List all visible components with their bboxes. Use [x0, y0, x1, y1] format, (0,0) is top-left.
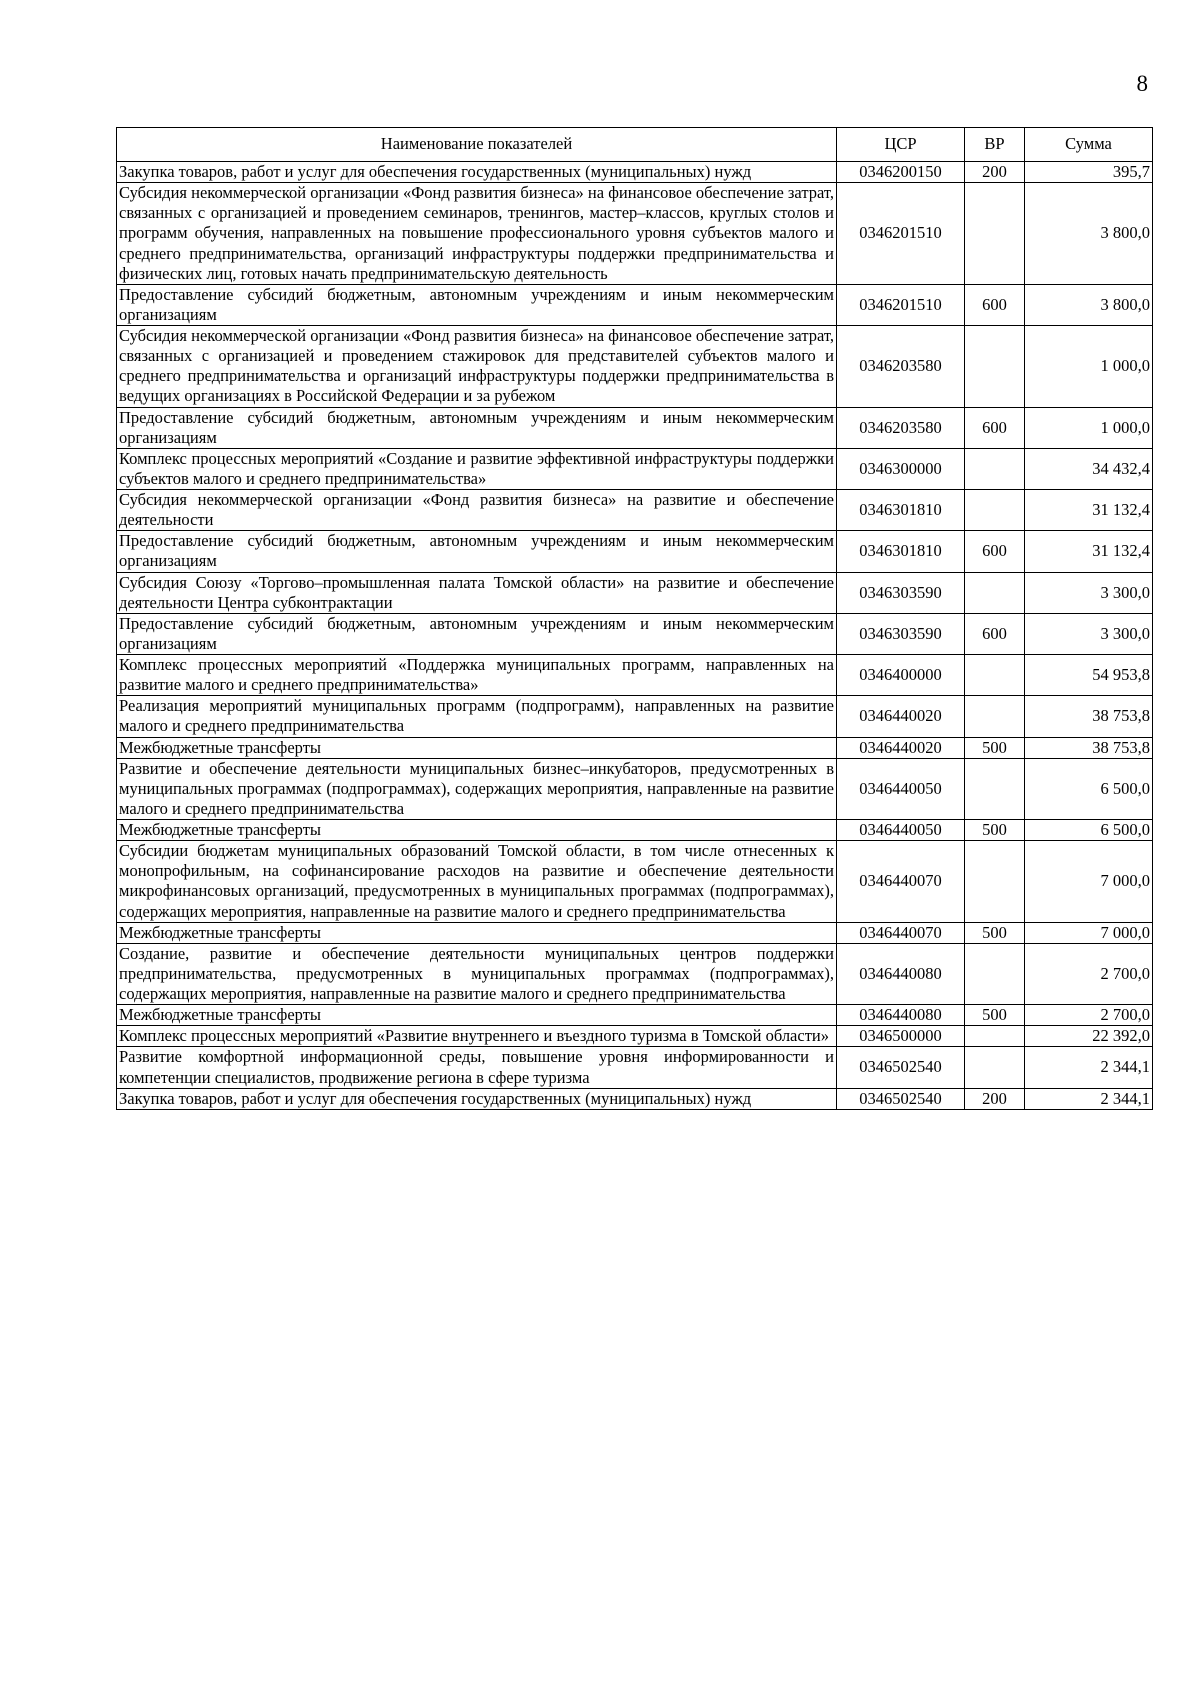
cell-vr: 200	[965, 1088, 1025, 1109]
cell-vr: 600	[965, 613, 1025, 654]
table-row	[117, 572, 1153, 613]
cell-name: Развитие и обеспечение деятельности муниципальных бизнес–инкубаторов, предусмотренных в муниципальных программах (подпрограммах), содержащих мероприятия, направленные на развитие малого и среднего предпринимательства	[117, 758, 837, 819]
cell-sum: 38 753,8	[1025, 737, 1153, 758]
cell-name: Межбюджетные трансферты	[117, 820, 837, 841]
table-row	[117, 758, 1153, 819]
cell-sum: 34 432,4	[1025, 448, 1153, 489]
cell-sum: 2 344,1	[1025, 1047, 1153, 1088]
cell-csr: 0346400000	[837, 655, 965, 696]
cell-sum: 31 132,4	[1025, 490, 1153, 531]
cell-name: Субсидия некоммерческой организации «Фонд развития бизнеса» на развитие и обеспечение деятельности	[117, 490, 837, 531]
cell-csr: 0346203580	[837, 407, 965, 448]
table-row	[117, 531, 1153, 572]
cell-csr: 0346440020	[837, 737, 965, 758]
cell-vr	[965, 572, 1025, 613]
cell-vr	[965, 183, 1025, 285]
cell-sum: 2 344,1	[1025, 1088, 1153, 1109]
cell-csr: 0346201510	[837, 284, 965, 325]
table-row	[117, 820, 1153, 841]
cell-csr: 0346440070	[837, 841, 965, 923]
cell-name: Межбюджетные трансферты	[117, 737, 837, 758]
table-row	[117, 696, 1153, 737]
cell-sum: 3 800,0	[1025, 284, 1153, 325]
cell-vr	[965, 943, 1025, 1004]
table-row	[117, 162, 1153, 183]
cell-vr	[965, 448, 1025, 489]
cell-name: Предоставление субсидий бюджетным, автономным учреждениям и иным некоммерческим организациям	[117, 613, 837, 654]
cell-sum: 7 000,0	[1025, 922, 1153, 943]
table-row	[117, 183, 1153, 285]
cell-name: Предоставление субсидий бюджетным, автономным учреждениям и иным некоммерческим организациям	[117, 407, 837, 448]
table-row	[117, 613, 1153, 654]
cell-sum: 31 132,4	[1025, 531, 1153, 572]
cell-name: Закупка товаров, работ и услуг для обеспечения государственных (муниципальных) нужд	[117, 162, 837, 183]
header-sum: Сумма	[1025, 128, 1153, 162]
cell-sum: 6 500,0	[1025, 820, 1153, 841]
table-row	[117, 655, 1153, 696]
cell-csr: 0346500000	[837, 1026, 965, 1047]
cell-name: Субсидии бюджетам муниципальных образований Томской области, в том числе отнесенных к монопрофильным, на софинансирование расходов на развитие и обеспечение деятельности микрофинансовых организаций, предусмотренных в муниципальных программах (подпрограммах), содержащих мероприятия, направленные на развитие малого и среднего предпринимательства	[117, 841, 837, 923]
cell-vr	[965, 841, 1025, 923]
cell-sum: 7 000,0	[1025, 841, 1153, 923]
cell-vr: 600	[965, 284, 1025, 325]
cell-name: Межбюджетные трансферты	[117, 1005, 837, 1026]
cell-vr	[965, 1026, 1025, 1047]
cell-sum: 22 392,0	[1025, 1026, 1153, 1047]
table-row	[117, 1047, 1153, 1088]
table-row	[117, 326, 1153, 408]
cell-vr	[965, 696, 1025, 737]
cell-sum: 1 000,0	[1025, 407, 1153, 448]
cell-csr: 0346301810	[837, 531, 965, 572]
cell-csr: 0346440020	[837, 696, 965, 737]
table-row	[117, 1088, 1153, 1109]
cell-vr	[965, 758, 1025, 819]
cell-csr: 0346440070	[837, 922, 965, 943]
cell-name: Предоставление субсидий бюджетным, автономным учреждениям и иным некоммерческим организациям	[117, 284, 837, 325]
cell-sum: 3 800,0	[1025, 183, 1153, 285]
cell-csr: 0346303590	[837, 572, 965, 613]
cell-name: Комплекс процессных мероприятий «Развитие внутреннего и въездного туризма в Томской области»	[117, 1026, 837, 1047]
cell-csr: 0346303590	[837, 613, 965, 654]
cell-vr	[965, 655, 1025, 696]
page-number: 8	[1136, 71, 1148, 96]
cell-vr: 600	[965, 531, 1025, 572]
cell-sum: 3 300,0	[1025, 572, 1153, 613]
cell-vr	[965, 326, 1025, 408]
table-row	[117, 490, 1153, 531]
cell-name: Субсидия Союзу «Торгово–промышленная палата Томской области» на развитие и обеспечение деятельности Центра субконтрактации	[117, 572, 837, 613]
cell-sum: 3 300,0	[1025, 613, 1153, 654]
cell-name: Субсидия некоммерческой организации «Фонд развития бизнеса» на финансовое обеспечение затрат, связанных с организацией и проведением стажировок для представителей субъектов малого и среднего предпринимательства и организаций инфраструктуры поддержки предпринимательства в ведущих организациях в Российской Федерации и за рубежом	[117, 326, 837, 408]
cell-vr: 500	[965, 922, 1025, 943]
cell-csr: 0346201510	[837, 183, 965, 285]
cell-name: Субсидия некоммерческой организации «Фонд развития бизнеса» на финансовое обеспечение затрат, связанных с организацией и проведением семинаров, тренингов, мастер–классов, круглых столов и программ обучения, направленных на повышение профессионального уровня субъектов малого и среднего предпринимательства, организаций инфраструктуры поддержки предпринимательства и физических лиц, готовых начать предпринимательскую деятельность	[117, 183, 837, 285]
cell-vr	[965, 1047, 1025, 1088]
cell-csr: 0346440050	[837, 758, 965, 819]
table-row	[117, 284, 1153, 325]
cell-sum: 2 700,0	[1025, 1005, 1153, 1026]
cell-sum: 2 700,0	[1025, 943, 1153, 1004]
header-csr: ЦСР	[837, 128, 965, 162]
cell-sum: 54 953,8	[1025, 655, 1153, 696]
cell-vr: 600	[965, 407, 1025, 448]
cell-vr: 200	[965, 162, 1025, 183]
cell-sum: 6 500,0	[1025, 758, 1153, 819]
cell-sum: 395,7	[1025, 162, 1153, 183]
cell-csr: 0346502540	[837, 1047, 965, 1088]
cell-csr: 0346200150	[837, 162, 965, 183]
table-row	[117, 737, 1153, 758]
cell-name: Закупка товаров, работ и услуг для обеспечения государственных (муниципальных) нужд	[117, 1088, 837, 1109]
cell-sum: 1 000,0	[1025, 326, 1153, 408]
table-row	[117, 922, 1153, 943]
table-row	[117, 841, 1153, 923]
cell-name: Комплекс процессных мероприятий «Поддержка муниципальных программ, направленных на развитие малого и среднего предпринимательства»	[117, 655, 837, 696]
table-row	[117, 1005, 1153, 1026]
cell-vr: 500	[965, 1005, 1025, 1026]
cell-csr: 0346203580	[837, 326, 965, 408]
table-header-row	[117, 128, 1153, 162]
cell-name: Создание, развитие и обеспечение деятельности муниципальных центров поддержки предпринимательства, предусмотренных в муниципальных программах (подпрограммах), содержащих мероприятия, направленные на развитие малого и среднего предпринимательства	[117, 943, 837, 1004]
cell-vr: 500	[965, 737, 1025, 758]
cell-name: Развитие комфортной информационной среды, повышение уровня информированности и компетенции специалистов, продвижение региона в сфере туризма	[117, 1047, 837, 1088]
cell-name: Межбюджетные трансферты	[117, 922, 837, 943]
cell-csr: 0346300000	[837, 448, 965, 489]
cell-vr	[965, 490, 1025, 531]
table-row	[117, 1026, 1153, 1047]
cell-csr: 0346440050	[837, 820, 965, 841]
cell-name: Комплекс процессных мероприятий «Создание и развитие эффективной инфраструктуры поддержки субъектов малого и среднего предпринимательства»	[117, 448, 837, 489]
header-vr: ВР	[965, 128, 1025, 162]
table-row	[117, 448, 1153, 489]
header-name: Наименование показателей	[117, 128, 837, 162]
budget-table	[116, 127, 1153, 1110]
table-body	[117, 162, 1153, 1110]
cell-name: Предоставление субсидий бюджетным, автономным учреждениям и иным некоммерческим организациям	[117, 531, 837, 572]
cell-sum: 38 753,8	[1025, 696, 1153, 737]
table-row	[117, 407, 1153, 448]
table-row	[117, 943, 1153, 1004]
cell-csr: 0346502540	[837, 1088, 965, 1109]
cell-csr: 0346301810	[837, 490, 965, 531]
cell-csr: 0346440080	[837, 1005, 965, 1026]
cell-vr: 500	[965, 820, 1025, 841]
cell-name: Реализация мероприятий муниципальных программ (подпрограмм), направленных на развитие малого и среднего предпринимательства	[117, 696, 837, 737]
cell-csr: 0346440080	[837, 943, 965, 1004]
